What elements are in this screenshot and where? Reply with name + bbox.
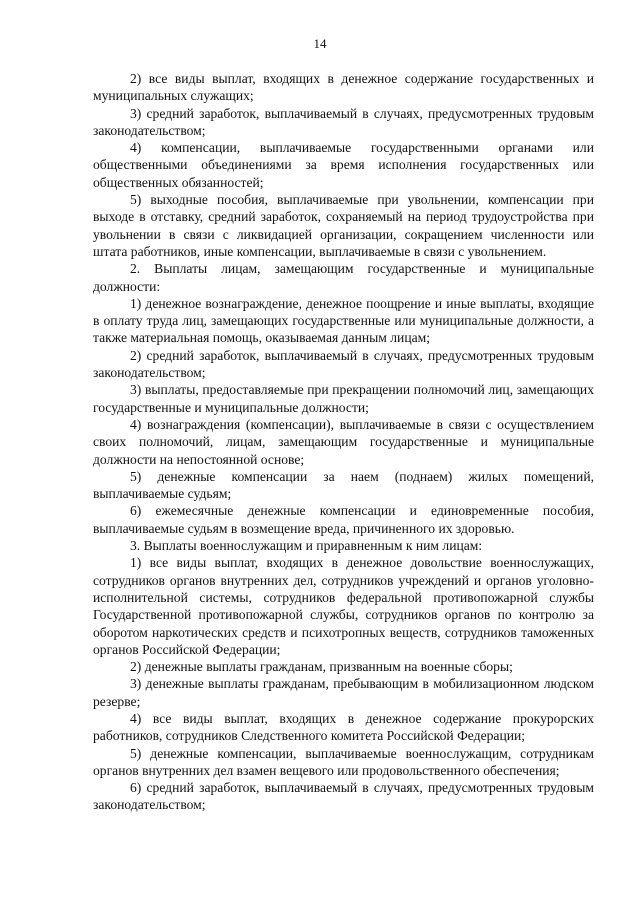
paragraph: 4) вознаграждения (компенсации), выплачиваемые в связи с осуществлением своих полномочий, лицам, замещающим государственные и муниципальные должности на непостоянной основе;	[93, 416, 594, 467]
page-number: 14	[313, 36, 327, 51]
paragraph: 3) выплаты, предоставляемые при прекращении полномочий лиц, замещающих государственные и муниципальные должности;	[93, 382, 594, 415]
paragraph: 2) средний заработок, выплачиваемый в случаях, предусмотренных трудовым законодательством;	[93, 347, 594, 381]
paragraph: 5) денежные компенсации, выплачиваемые военнослужащим, сотрудникам органов внутренних дел взамен вещевого или продовольственного обеспечения;	[93, 745, 594, 778]
document-body	[93, 70, 594, 814]
paragraph: 1) денежное вознаграждение, денежное поощрение и иные выплаты, входящие в оплату труда лиц, замещающих государственные или муниципальные должности, а также материальная помощь, оказываемая данным лицам;	[93, 295, 594, 346]
paragraph: 5) выходные пособия, выплачиваемые при увольнении, компенсации при выходе в отставку, средний заработок, сохраняемый на период трудоустройства при увольнении в связи с ликвидацией организации, сокращением численности или штата работников, иные компенсации, выплачиваемые в связи с увольнением.	[93, 192, 594, 259]
paragraph: 1) все виды выплат, входящих в денежное довольствие военнослужащих, сотрудников органов внутренних дел, сотрудников учреждений и органов уголовно-исполнительной системы, сотрудников федеральной противопожарной службы Государственной противопожарной службы, сотрудников органов по контролю за оборотом наркотических средств и психотропных веществ, сотрудников таможенных органов Российской Федерации;	[93, 555, 594, 657]
paragraph: 6) ежемесячные денежные компенсации и единовременные пособия, выплачиваемые судьям в возмещение вреда, причиненного их здоровью.	[93, 503, 594, 536]
paragraph: 2) все виды выплат, входящих в денежное содержание государственных и муниципальных служащих;	[93, 71, 594, 104]
section-heading: 2. Выплаты лицам, замещающим государственные и муниципальные должности:	[93, 261, 594, 294]
paragraph: 5) денежные компенсации за наем (поднаем) жилых помещений, выплачиваемые судьям;	[93, 468, 594, 502]
paragraph: 4) все виды выплат, входящих в денежное содержание прокурорских работников, сотрудников Следственного комитета Российской Федерации;	[93, 710, 594, 744]
paragraph: 4) компенсации, выплачиваемые государственными органами или общественными объединениями за время исполнения государственных или общественных обязанностей;	[93, 140, 594, 190]
paragraph: 2) денежные выплаты гражданам, призванным на военные сборы;	[130, 659, 513, 675]
section-heading: 3. Выплаты военнослужащим и приравненным к ним лицам:	[130, 538, 483, 554]
paragraph: 3) денежные выплаты гражданам, пребывающим в мобилизационном людском резерве;	[93, 676, 594, 709]
paragraph: 6) средний заработок, выплачиваемый в случаях, предусмотренных трудовым законодательством;	[93, 780, 594, 813]
paragraph: 3) средний заработок, выплачиваемый в случаях, предусмотренных трудовым законодательством;	[93, 105, 594, 138]
